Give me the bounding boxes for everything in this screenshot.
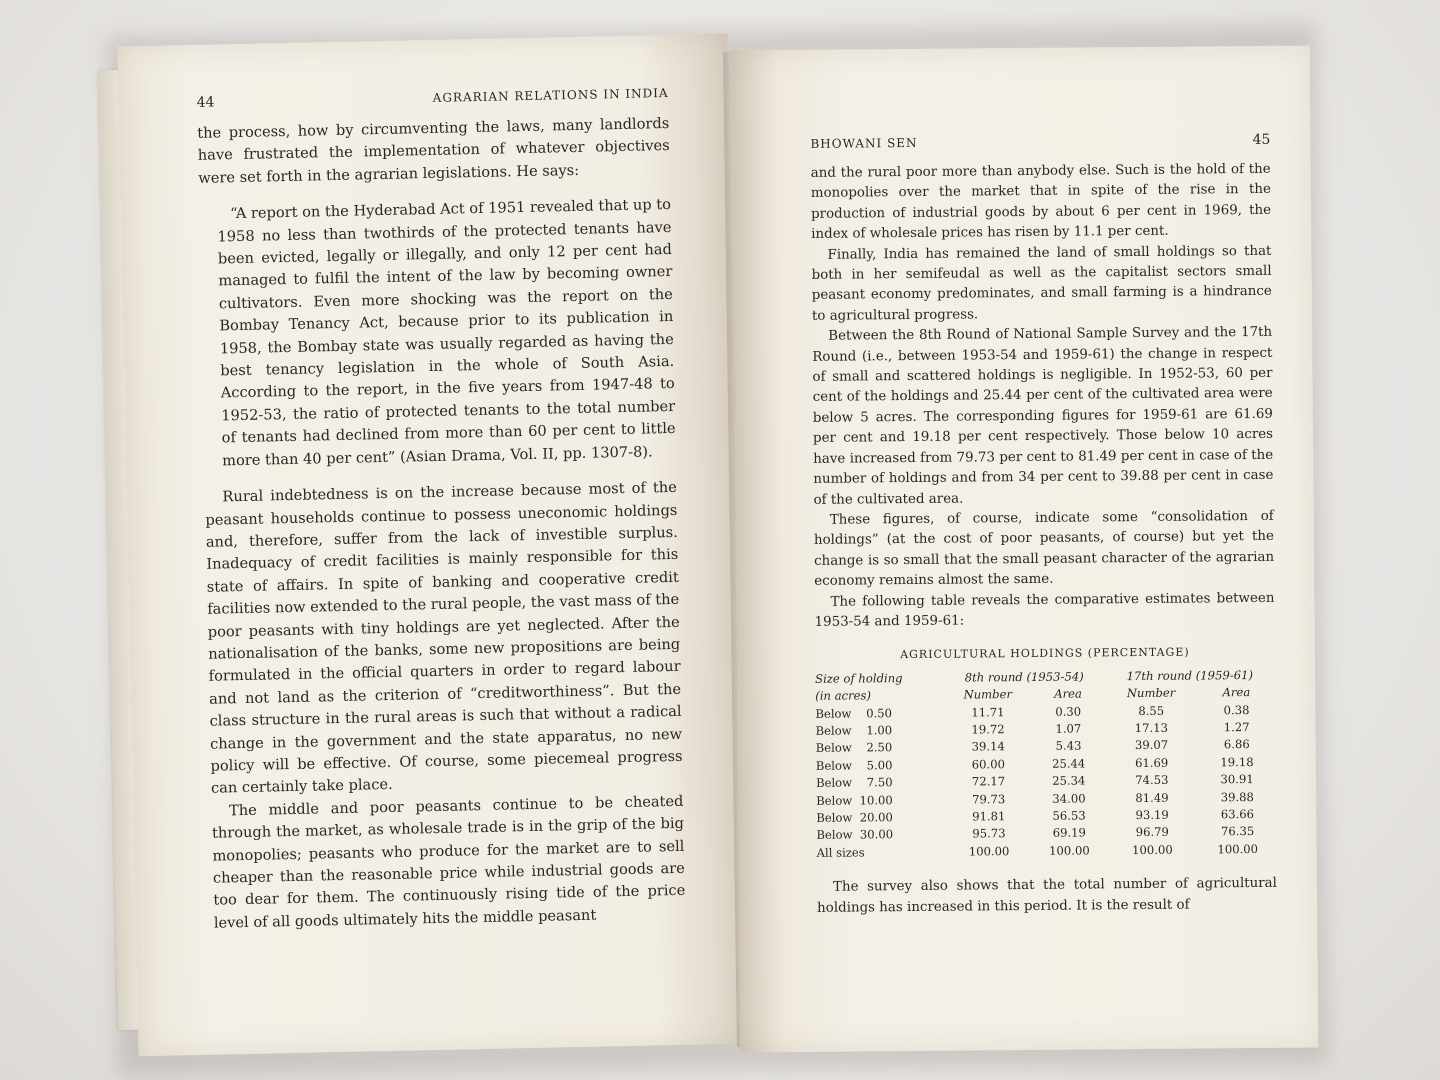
col-size-unit: (in acres) xyxy=(815,688,872,703)
cell-size: Below 20.00 xyxy=(816,810,893,825)
cell-8th-number: 72.17 xyxy=(971,774,1006,789)
cell-17th-area: 6.86 xyxy=(1223,737,1250,752)
cell-size: Below 10.00 xyxy=(816,792,893,808)
cell-8th-number: 91.81 xyxy=(972,809,1006,824)
holdings-table xyxy=(815,667,1277,862)
cell-17th-area: 63.66 xyxy=(1220,807,1255,822)
cell-8th-number: 100.00 xyxy=(968,843,1010,859)
holdings-table-block xyxy=(815,643,1277,862)
cell-8th-area: 100.00 xyxy=(1049,843,1090,858)
left-page xyxy=(117,34,748,1057)
cell-8th-number: 95.73 xyxy=(972,826,1006,841)
cell-8th-area: 5.43 xyxy=(1055,738,1082,754)
left-body-text xyxy=(197,113,686,935)
right-body-text xyxy=(811,160,1275,633)
cell-8th-area: 56.53 xyxy=(1052,808,1086,823)
cell-17th-area: 39.88 xyxy=(1220,789,1254,804)
cell-17th-area: 100.00 xyxy=(1217,841,1259,857)
cell-17th-number: 96.79 xyxy=(1135,825,1169,840)
cell-size: Below 30.00 xyxy=(816,827,894,843)
right-running-head: BHOWANI SEN xyxy=(810,135,918,151)
col-size-header: Size of holding xyxy=(815,670,903,686)
cell-17th-number: 74.53 xyxy=(1135,772,1169,788)
holdings-table-body xyxy=(815,701,1276,862)
cell-17th-number: 61.69 xyxy=(1135,755,1169,770)
cell-size: Below 2.50 xyxy=(815,740,893,756)
cell-17th-area: 76.35 xyxy=(1220,824,1255,839)
cell-17th-number: 81.49 xyxy=(1135,790,1169,805)
left-paragraph-1: Rural indebtedness is on the increase because most of the peasant households continue to possess uneconomic holdings and, therefore, suffer from the lack of investible surplus. Inadequacy of credit facilities is mainly responsible for this state of affairs. In spite of banking and cooperative credit facilities now extended to the rural people, the vast mass of the poor peasants with tiny holdings are yet neglected. After the nationalisation of the banks, some new propositions are being formulated in the official quarters in order to regard labour and not land as the criterion of “creditworthiness”. But the class structure in the rural areas is such that without a radical change in the government and the state apparatus, no new policy will be effective. Of course, some piecemeal progress can certainly take place. xyxy=(205,478,683,798)
right-page xyxy=(732,45,1319,1052)
cell-size: Below 0.50 xyxy=(815,705,893,721)
right-paragraph-5: The following table reveals the comparative estimates between 1953-54 and 1959-61: xyxy=(814,590,1275,630)
cell-8th-area: 1.07 xyxy=(1055,721,1082,736)
block-quote xyxy=(217,194,677,472)
right-paragraph-4: These figures, of course, indicate some “consolidation of holdings” (at the cost of poor peasants, of course) but yet the change is so small that the small peasant character of the agrarian economy remains almost the same. xyxy=(813,508,1275,589)
cell-17th-number: 100.00 xyxy=(1132,842,1173,857)
cell-size: Below 7.50 xyxy=(815,775,893,791)
cell-8th-number: 19.72 xyxy=(971,722,1005,737)
cell-8th-area: 69.19 xyxy=(1052,825,1086,841)
cell-17th-area: 0.38 xyxy=(1223,702,1250,717)
col-17th-number: Number xyxy=(1126,685,1176,701)
quote-paragraph: “A report on the Hyderabad Act of 1951 revealed that up to 1958 no less than twothirds of the protected tenants have been evicted, legally or illegally, and only 12 per cent had managed to fulfil the intent of the law by becoming owner cultivators. Even more shocking was the report on the Bombay Tenancy Act, because prior to its publication in 1958, the Bombay state was usually regarded as having the best tenancy legislation in the whole of South Asia. According to the report, in the five years from 1947-48 to 1952-53, the ratio of protected tenants to the total number of tenants had declined from more than 60 per cent to little more than 40 per cent” (Asian Drama, Vol. II, pp. 1307-8). xyxy=(217,196,676,470)
cell-17th-number: 17.13 xyxy=(1134,720,1169,736)
left-page-number: 44 xyxy=(196,94,215,111)
left-running-head: AGRARIAN RELATIONS IN INDIA xyxy=(432,85,669,105)
cell-8th-number: 79.73 xyxy=(971,791,1006,807)
right-paragraph-3: Between the 8th Round of National Sample Survey and the 17th Round (i.e., between 1953-54 and 1959-61) the change in respect of small and scattered holdings is negligible. In 1952-53, 60 per cent of the holdings and 25.44 per cent of the cultivated area were below 5 acres. The corresponding figures for 1959-61 are 61.69 per cent and 19.18 per cent respectively. Those below 10 acres have increased from 79.73 per cent to 81.49 per cent in case of the number of holdings and from 34 per cent to 39.88 per cent in case of the cultivated area. xyxy=(812,325,1274,508)
cell-8th-area: 25.44 xyxy=(1051,756,1086,771)
cell-8th-area: 0.30 xyxy=(1055,704,1082,719)
cell-17th-number: 8.55 xyxy=(1138,703,1165,718)
cell-17th-area: 1.27 xyxy=(1223,720,1250,735)
cell-size: Below 1.00 xyxy=(815,723,893,738)
cell-17th-number: 93.19 xyxy=(1135,807,1169,823)
left-running-header xyxy=(197,85,669,111)
right-closing-text xyxy=(817,874,1277,919)
left-paragraph-2: The middle and poor peasants continue to be cheated through the market, as wholesale trade is in the grip of the big monopolies; peasants who produce for the market are to sell cheaper than the reasonable price while industrial goods are too dear for them. The continuously rising tide of the price level of all goods ultimately hits the middle peasant xyxy=(211,792,686,932)
cell-8th-area: 34.00 xyxy=(1052,791,1086,806)
cell-8th-number: 39.14 xyxy=(971,739,1005,754)
holdings-table-title: AGRICULTURAL HOLDINGS (PERCENTAGE) xyxy=(900,645,1190,662)
cell-17th-area: 30.91 xyxy=(1220,772,1254,787)
col-group-8th-round: 8th round (1953-54) xyxy=(964,669,1084,685)
col-8th-area: Area xyxy=(1054,686,1082,701)
col-17th-area: Area xyxy=(1222,685,1251,700)
cell-8th-number: 60.00 xyxy=(971,756,1006,772)
cell-17th-area: 19.18 xyxy=(1220,754,1254,770)
right-paragraph-2: Finally, India has remained the land of small holdings so that both in her semifeudal as well as the capitalist sectors small peasant economy predominates, and small farming is a hindrance to agricultural progress. xyxy=(811,243,1272,324)
right-paragraph-6: The survey also shows that the total number of agricultural holdings has increased in this period. It is the result of xyxy=(817,876,1277,916)
right-running-header xyxy=(810,132,1270,152)
cell-size: Below 5.00 xyxy=(815,757,893,773)
right-paragraph-1: and the rural poor more than anybody else. Such is the hold of the monopolies over the market that in spite of the rise in the production of industrial goods by about 6 per cent in 1969, the index of wholesale prices has risen by 11.1 per cent. xyxy=(810,161,1272,243)
left-intro-paragraph: the process, how by circumventing the laws, many landlords have frustrated the implementation of whatever objectives were set forth in the agrarian legislations. He says: xyxy=(197,114,670,187)
right-page-number: 45 xyxy=(1252,131,1271,148)
col-group-17th-round: 17th round (1959-61) xyxy=(1126,667,1254,683)
col-8th-number: Number xyxy=(963,687,1013,702)
cell-8th-area: 25.34 xyxy=(1052,773,1086,788)
cell-size: All sizes xyxy=(816,845,865,860)
cell-8th-number: 11.71 xyxy=(971,704,1005,720)
cell-17th-number: 39.07 xyxy=(1134,738,1169,753)
